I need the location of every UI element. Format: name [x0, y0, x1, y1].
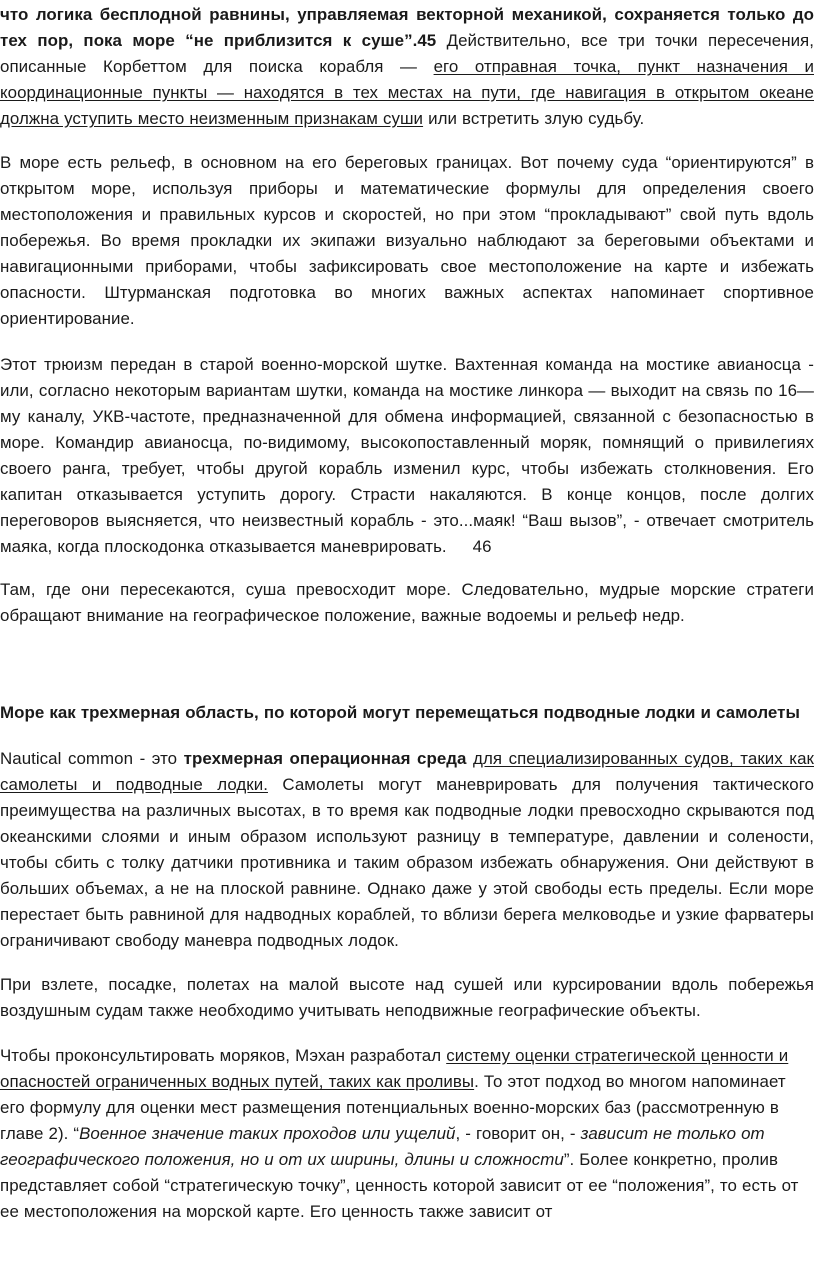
paragraph-sea-relief: [0, 150, 814, 332]
italic-quote: зависит не только от географического положения, но и от их ширины, длины и сложности: [0, 1124, 765, 1169]
paragraph-text: В море есть рельеф, в основном на его береговых границах. Вот почему суда “ориентируются” в открытом море, используя приборы и математические формулы для определения своего местоположения и правильных курсов и скоростей, но при этом “прокладывают” свой путь вдоль побережья. Во время прокладки их экипажи визуально наблюдают за береговыми объектами и навигационными приборами, чтобы зафиксировать свое местоположение на карте и избежать опасности. Штурманская подготовка во многих важных аспектах напоминает спортивное ориентирование.: [0, 153, 814, 328]
underlined-phrase: систему оценки стратегической ценности и опасностей ограниченных водных путей, таких как проливы: [0, 1046, 789, 1091]
paragraph-text: Nautical common - это: [0, 749, 184, 768]
underlined-phrase: для специализированных судов, таких как самолеты и подводные лодки.: [0, 749, 814, 794]
paragraph-text: или встретить злую судьбу.: [423, 109, 645, 128]
paragraph-aircraft: [0, 972, 814, 1024]
paragraph-mahan-straits: [0, 1043, 814, 1225]
paragraph-text: При взлете, посадке, полетах на малой высоте над сушей или курсировании вдоль побережья воздушным судам также необходимо учитывать неподвижные географические объекты.: [0, 975, 814, 1020]
paragraph-text: Там, где они пересекаются, суша превосходит море. Следовательно, мудрые морские стратеги обращают внимание на географическое положение, важные водоемы и рельеф недр.: [0, 580, 814, 625]
underlined-phrase: его отправная точка, пункт назначения и координационные пункты — находятся в тех местах на пути, где навигация в открытом океане должна уступить место неизменным признакам суши: [0, 57, 814, 128]
italic-quote: Военное значение таких проходов или ущелий: [79, 1124, 456, 1143]
paragraph-text: Этот трюизм передан в старой военно-морской шутке. Вахтенная команда на мостике авианосца - или, согласно некоторым вариантам шутки, команда на мостике линкора — выходит на связь по 16—му каналу, УКВ-частоте, предназначенной для обмена информацией, связанной с безопасностью в море. Командир авианосца, по-видимому, высокопоставленный моряк, помнящий о привилегиях своего ранга, требует, чтобы другой корабль изменил курс, чтобы избежать столкновения. Его капитан отказывается уступить дорогу. Страсти накаляются. В конце концов, после долгих переговоров выясняется, что неизвестный корабль - это...маяк! “Ваш вызов”, - отвечает смотритель маяка, когда плоскодонка отказывается маневрировать.: [0, 355, 814, 556]
bold-statement: что логика бесплодной равнины, управляемая векторной механикой, сохраняется только до тех пор, пока море “не приблизится к суше”.45: [0, 5, 814, 50]
paragraph-corbett-points: [0, 2, 814, 132]
paragraph-text: , - говорит он, -: [455, 1124, 581, 1143]
paragraph-text: Чтобы проконсультировать моряков, Мэхан разработал: [0, 1046, 447, 1065]
paragraph-text: ”. Более конкретно, пролив представляет собой “стратегическую точку”, ценность которой зависит от ее “положения”, то есть от ее местоположения на морской карте. Его ценность также зависит от: [0, 1150, 799, 1221]
paragraph-text: Самолеты могут маневрировать для получения тактического преимущества на различных высотах, в то время как подводные лодки превосходно скрываются под океанскими слоями и иным образом используют разницу в температуре, давлении и солености, чтобы сбить с толку датчики противника и таким образом избежать обнаружения. Они действуют в больших объемах, а не на плоской равнине. Однако даже у этой свободы есть пределы. Если море перестает быть равниной для надводных кораблей, то вблизи берега мелководье и узкие фарватеры ограничивают свободу маневра подводных лодок.: [0, 775, 814, 950]
paragraph-nautical-common: [0, 746, 814, 954]
paragraph-text: Действительно, все три точки пересечения, описанные Корбеттом для поиска корабля —: [0, 31, 814, 76]
footnote-reference: 46: [472, 537, 492, 556]
paragraph-naval-joke: [0, 352, 814, 560]
section-heading: Море как трехмерная область, по которой могут перемещаться подводные лодки и самолеты: [0, 703, 800, 722]
paragraph-land-over-sea: [0, 577, 814, 629]
paragraph-text: . То этот подход во многом напоминает его формулу для оценки мест размещения потенциальных военно-морских баз (рассмотренную в главе 2). “: [0, 1072, 786, 1143]
bold-term: трехмерная операционная среда: [183, 749, 467, 768]
